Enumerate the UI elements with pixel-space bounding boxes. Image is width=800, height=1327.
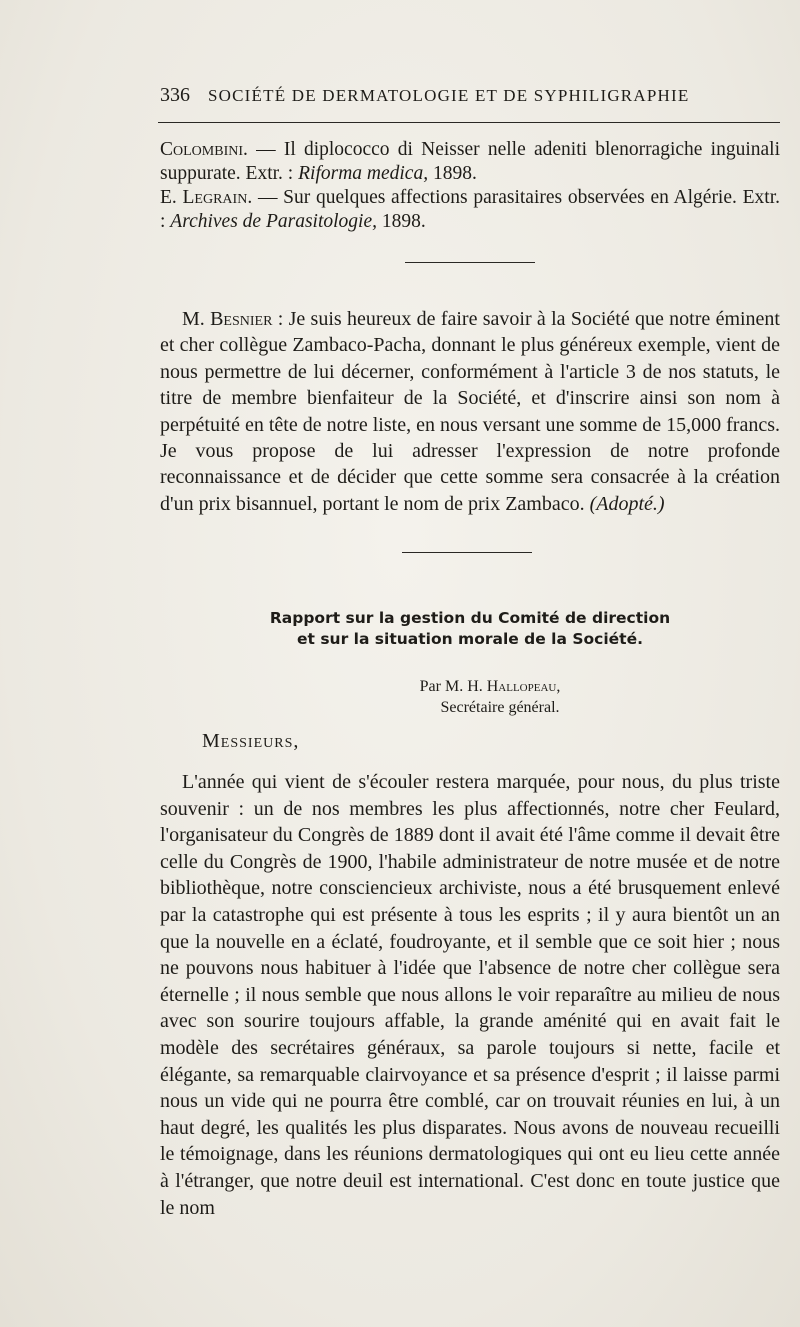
reference-entry: Colombini. — Il diplococco di Neisser nelle adeniti blenorragiche inguinali suppurate. Extr. : Riforma medica, 1898. xyxy=(160,139,780,184)
running-header xyxy=(160,84,780,107)
reference-entry: E. Legrain. — Sur quelques affections parasitaires observées en Algérie. Extr. : Archives de Parasitologie, 1898. xyxy=(160,187,780,232)
reference-author: Colombini. xyxy=(160,139,248,160)
page-number: 336 xyxy=(160,84,190,106)
author-name: Hallopeau, xyxy=(486,678,561,695)
besnier-paragraph: M. Besnier : Je suis heureux de faire savoir à la Société que notre éminent et cher collègue Zambaco-Pacha, donnant le plus généreux exemple, vient de nous permettre de lui décerner, conformément à l'article 3 de nos statuts, le titre de membre bienfaiteur de la Société, et d'inscrire ainsi son nom à perpétuité en tête de notre liste, en nous versant une somme de 15,000 francs. Je vous propose de lui adresser l'expression de notre profonde reconnaissance et de décider que cette somme sera consacrée à la création d'un prix bisannuel, portant le nom de prix Zambaco. (Adopté.) xyxy=(160,308,780,515)
adopted-note: (Adopté.) xyxy=(589,492,665,515)
section-divider xyxy=(402,552,532,553)
reference-author: E. Legrain. xyxy=(160,187,253,208)
salutation: Messieurs, xyxy=(202,730,300,752)
header-rule xyxy=(158,122,780,123)
report-title: Rapport sur la gestion du Comité de direction et sur la situation morale de la Société. xyxy=(269,609,671,648)
speaker-name: M. Besnier xyxy=(182,308,273,330)
running-title: SOCIÉTÉ DE DERMATOLOGIE ET DE SYPHILIGRAPHIE xyxy=(208,86,690,105)
reference-journal: Archives de Parasitologie, xyxy=(170,211,377,232)
report-paragraph: L'année qui vient de s'écouler restera marquée, pour nous, du plus triste souvenir : un de nos membres les plus affectionnés, notre cher Feulard, l'organisateur du Congrès de 1889 dont il avait été l'âme comme il devait être celle du Congrès de 1900, l'habile administrateur de notre musée et de notre bibliothèque, notre consciencieux archiviste, nous a été brusquement enlevé par la catastrophe qui est présente à tous les esprits ; il y aura bientôt un an que la nouvelle en a éclaté, foudroyante, et il semble que ce soit hier ; nous ne pouvons nous habituer à l'idée que l'absence de notre cher collègue sera éternelle ; il nous semble que nous allons le voir reparaître au milieu de nous avec son sourire toujours affable, la grande aménité qui en avait fait le modèle des secrétaires généraux, sa parole toujours si nette, facile et élégante, sa remarquable clairvoyance et sa présence d'esprit ; il laisse parmi nous un vide qui ne pourra être comblé, car on trouvait réunies en lui, à un haut degré, les qualités les plus disparates. Nous avons de nouveau recueilli le témoignage, dans les réunions dermatologiques qui ont eu lieu cette année à l'étranger, que notre deuil est international. C'est donc en toute justice que le nom xyxy=(160,771,780,1219)
section-divider xyxy=(405,262,535,263)
reference-journal: Riforma medica, xyxy=(298,163,429,184)
reference-list xyxy=(160,138,780,234)
author-role: Secrétaire général. xyxy=(440,699,560,716)
report-byline: Par M. H. Hallopeau, Secrétaire général. xyxy=(160,676,780,718)
